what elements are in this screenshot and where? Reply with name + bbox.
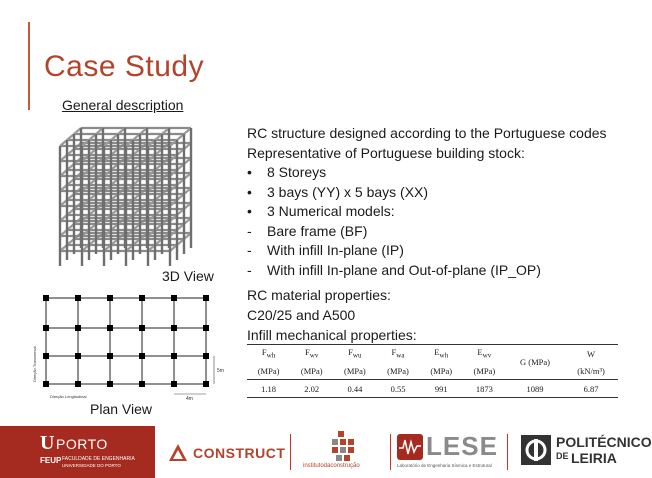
lese-logo-sub: Laboratório de Engenharia Sísmica e Estrutural bbox=[397, 463, 492, 468]
lese-logo-icon bbox=[397, 434, 423, 460]
view3d-label: 3D View bbox=[162, 268, 214, 284]
uporto-text: PORTO bbox=[56, 436, 108, 452]
unit-cell: (kN/m³) bbox=[564, 362, 618, 380]
infill-header-row bbox=[247, 345, 618, 363]
iconstrucao-logo-icon bbox=[330, 431, 356, 461]
material-value: C20/25 and A500 bbox=[247, 306, 356, 323]
header-cell: $F_{wh}$ bbox=[247, 345, 290, 363]
unit-cell: (MPa) bbox=[333, 362, 376, 380]
uporto-feup-logo bbox=[0, 426, 155, 478]
unit-cell: (MPa) bbox=[420, 362, 463, 380]
value-cell: 991 bbox=[420, 380, 463, 398]
footer-logos bbox=[0, 426, 652, 478]
value-cell: 1089 bbox=[506, 380, 564, 398]
infill-values-row bbox=[247, 380, 618, 398]
footer-separator bbox=[390, 434, 391, 470]
feup-sub1: FACULDADE DE ENGENHARIA bbox=[62, 456, 135, 462]
header-cell: W bbox=[564, 345, 618, 363]
dash-item: - With infill In-plane (IP) bbox=[247, 242, 404, 258]
dash-item: - Bare frame (BF) bbox=[247, 222, 368, 239]
unit-cell: (MPa) bbox=[247, 362, 290, 380]
value-cell: 1.18 bbox=[247, 380, 290, 398]
construct-logo-text: CONSTRUCT bbox=[193, 445, 286, 461]
plan-dim-4m: 4m bbox=[186, 396, 193, 402]
unit-cell: (MPa) bbox=[290, 362, 333, 380]
slide-subtitle: General description bbox=[62, 97, 184, 113]
material-block bbox=[247, 286, 391, 325]
infill-table bbox=[247, 344, 618, 398]
politecnico-text-1: POLITÉCNICO bbox=[556, 434, 652, 450]
header-cell: $F_{wa}$ bbox=[376, 345, 419, 363]
plan-direction-transversal: Direção Transversal bbox=[32, 346, 37, 382]
header-cell: $E_{wh}$ bbox=[420, 345, 463, 363]
slide-title: Case Study bbox=[44, 50, 205, 83]
bullet-item: • 3 Numerical models: bbox=[247, 203, 395, 219]
description-line: RC structure designed according to the Portuguese codes bbox=[247, 125, 607, 141]
plan-dim-5m: 5m bbox=[217, 368, 224, 374]
header-cell: $F_{wv}$ bbox=[290, 345, 333, 363]
plan-view-figure bbox=[28, 290, 224, 402]
feup-text: FEUP bbox=[40, 456, 62, 465]
building-3d-figure bbox=[30, 126, 230, 284]
material-heading: RC material properties: bbox=[247, 287, 391, 303]
lese-logo-text: LESE bbox=[426, 431, 498, 461]
politecnico-logo-icon bbox=[521, 435, 551, 465]
dash-item: - With infill In-plane and Out-of-plane (IP_OP) bbox=[247, 261, 541, 278]
politecnico-text-de: DE bbox=[556, 451, 569, 461]
value-cell: 1873 bbox=[463, 380, 506, 398]
politecnico-text-2: LEIRIA bbox=[571, 450, 617, 466]
footer-separator bbox=[290, 434, 291, 470]
bullet-item: • 3 bays (YY) x 5 bays (XX) bbox=[247, 183, 429, 200]
value-cell: 6.87 bbox=[564, 380, 618, 398]
plan-direction-longitudinal: Direção Longitudinal bbox=[50, 394, 87, 399]
value-cell: 2.02 bbox=[290, 380, 333, 398]
construct-logo-icon bbox=[168, 443, 188, 463]
description-block bbox=[247, 124, 607, 280]
feup-sub2: UNIVERSIDADE DO PORTO bbox=[62, 463, 121, 468]
unit-cell: (MPa) bbox=[463, 362, 506, 380]
title-accent-line bbox=[28, 22, 30, 110]
header-cell: G (MPa) bbox=[506, 345, 564, 380]
iconstrucao-logo-text: institutodaconstrução bbox=[303, 463, 360, 469]
infill-heading: Infill mechanical properties: bbox=[247, 327, 417, 343]
value-cell: 0.55 bbox=[376, 380, 419, 398]
value-cell: 0.44 bbox=[333, 380, 376, 398]
footer-separator bbox=[507, 434, 508, 470]
header-cell: $F_{wu}$ bbox=[333, 345, 376, 363]
bullet-item: • 8 Storeys bbox=[247, 164, 327, 180]
header-cell: $E_{wv}$ bbox=[463, 345, 506, 363]
description-line: Representative of Portuguese building stock: bbox=[247, 144, 525, 161]
unit-cell: (MPa) bbox=[376, 362, 419, 380]
uporto-u: U bbox=[40, 432, 55, 454]
plan-view-label: Plan View bbox=[90, 401, 153, 417]
